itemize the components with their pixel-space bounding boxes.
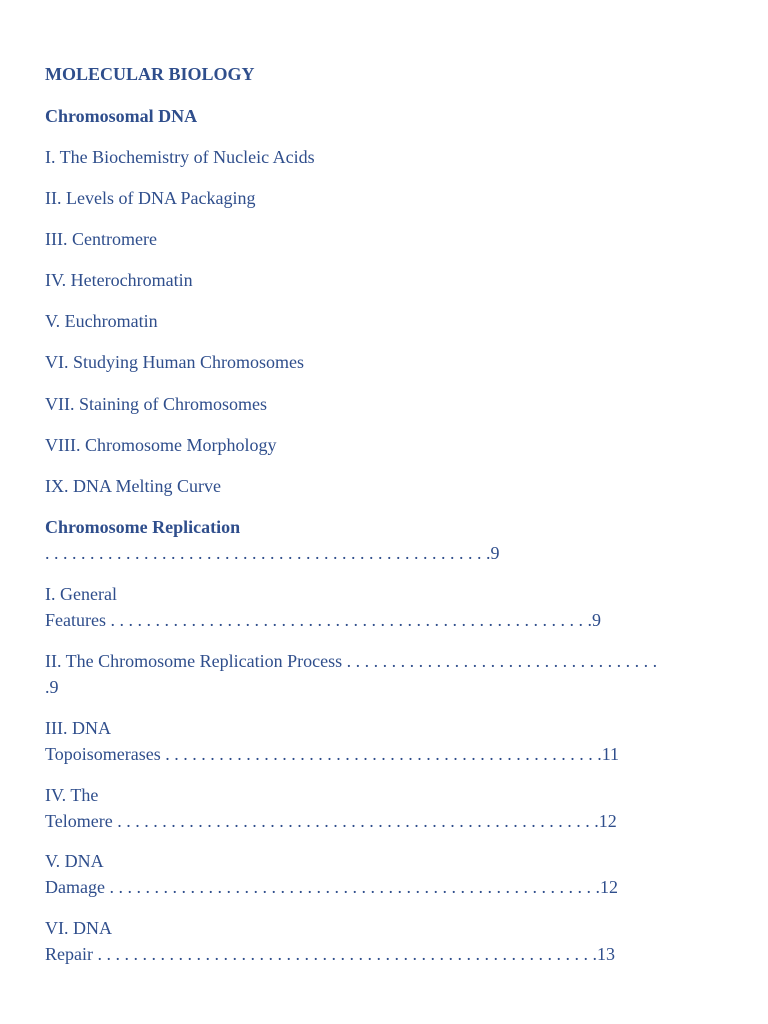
toc-item[interactable]: VII. Staining of Chromosomes xyxy=(45,394,267,414)
toc-item[interactable]: III. Centromere xyxy=(45,229,157,249)
section-heading-leader: . . . . . . . . . . . . . . . . . . . . . . . . . . . . . . . . . . . . . . . . . . . . . . . . . .9 xyxy=(45,543,500,563)
toc-entry-line2[interactable]: Topoisomerases . . . . . . . . . . . . . . . . . . . . . . . . . . . . . . . . . . . . . . . . . . . . . . . . .11 xyxy=(45,744,620,764)
toc-entry-line2[interactable]: .9 xyxy=(45,677,59,697)
toc-entry-line2[interactable]: Damage . . . . . . . . . . . . . . . . . . . . . . . . . . . . . . . . . . . . . . . . . . . . . . . . . . . . . . .12 xyxy=(45,877,618,897)
toc-item[interactable]: VI. Studying Human Chromosomes xyxy=(45,352,304,372)
toc-entry-line2[interactable]: Features . . . . . . . . . . . . . . . . . . . . . . . . . . . . . . . . . . . . . . . . . . . . . . . . . . . . . .9 xyxy=(45,610,601,630)
toc-item[interactable]: II. Levels of DNA Packaging xyxy=(45,188,256,208)
toc-entry-line1[interactable]: III. DNA xyxy=(45,718,111,738)
toc-entry-line1[interactable]: V. DNA xyxy=(45,851,104,871)
toc-entry-line1[interactable]: I. General xyxy=(45,584,117,604)
document-title: MOLECULAR BIOLOGY xyxy=(45,64,255,84)
toc-entry-line2[interactable]: Telomere . . . . . . . . . . . . . . . . . . . . . . . . . . . . . . . . . . . . . . . . . . . . . . . . . . . . . .12 xyxy=(45,811,617,831)
section-heading-chromosomal-dna: Chromosomal DNA xyxy=(45,106,198,126)
toc-entry-line1[interactable]: IV. The xyxy=(45,785,99,805)
toc-item[interactable]: I. The Biochemistry of Nucleic Acids xyxy=(45,147,315,167)
toc-entry-line1[interactable]: II. The Chromosome Replication Process . . . . . . . . . . . . . . . . . . . . . . . . . . . . . . . . . . . xyxy=(45,651,658,671)
toc-item[interactable]: VIII. Chromosome Morphology xyxy=(45,435,277,455)
toc-item[interactable]: V. Euchromatin xyxy=(45,311,158,331)
section-heading-chromosome-replication[interactable]: Chromosome Replication xyxy=(45,517,241,537)
toc-entry-line2[interactable]: Repair . . . . . . . . . . . . . . . . . . . . . . . . . . . . . . . . . . . . . . . . . . . . . . . . . . . . . . . .13 xyxy=(45,944,615,964)
toc-entry-line1[interactable]: VI. DNA xyxy=(45,918,112,938)
toc-item[interactable]: IX. DNA Melting Curve xyxy=(45,476,221,496)
toc-item[interactable]: IV. Heterochromatin xyxy=(45,270,193,290)
